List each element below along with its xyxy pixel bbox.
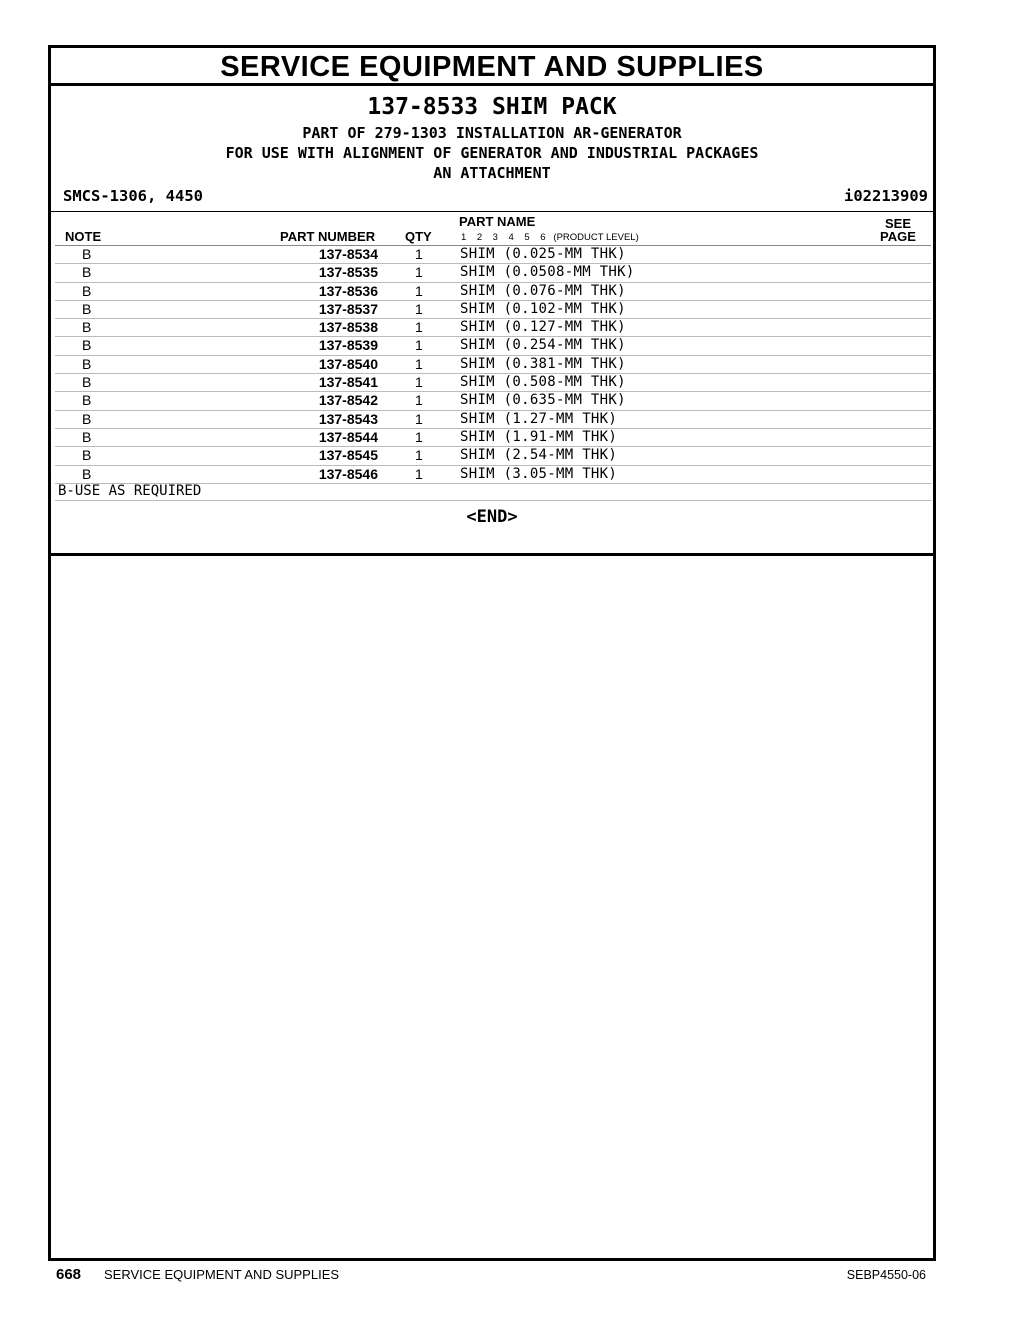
row-note: B	[82, 447, 92, 464]
table-row	[55, 356, 931, 374]
row-part-number: 137-8539	[318, 337, 378, 354]
section-divider	[51, 553, 933, 556]
group-line-1: PART OF 279-1303 INSTALLATION AR-GENERATOR	[302, 124, 682, 142]
row-note: B	[82, 428, 92, 445]
row-part-number: 137-8541	[318, 374, 378, 391]
table-row	[55, 374, 931, 392]
row-part-name: SHIM (0.127-MM THK)	[460, 319, 626, 336]
table-row	[55, 319, 931, 337]
row-part-name: SHIM (0.0508-MM THK)	[460, 264, 635, 281]
table-row	[55, 411, 931, 429]
row-part-name: SHIM (0.025-MM THK)	[460, 246, 626, 262]
row-part-number: 137-8535	[318, 264, 378, 281]
row-qty: 1	[415, 392, 423, 409]
row-qty: 1	[415, 300, 423, 317]
row-part-name: SHIM (1.91-MM THK)	[460, 428, 618, 445]
col-header-part-number: PART NUMBER	[280, 229, 376, 244]
table-row	[55, 283, 931, 301]
row-part-number: 137-8546	[318, 465, 378, 482]
row-part-name: SHIM (0.635-MM THK)	[460, 392, 626, 409]
row-note: B	[82, 355, 92, 372]
row-qty: 1	[415, 374, 423, 391]
row-part-number: 137-8534	[318, 246, 378, 262]
row-part-name: SHIM (3.05-MM THK)	[460, 465, 618, 482]
row-part-number: 137-8545	[318, 447, 378, 464]
row-part-name: SHIM (0.508-MM THK)	[460, 374, 626, 391]
product-level-scale: 1 2 3 4 5 6 (PRODUCT LEVEL)	[461, 232, 639, 243]
row-part-name: SHIM (0.381-MM THK)	[460, 355, 626, 372]
header-rule	[51, 211, 933, 212]
row-part-name: SHIM (0.102-MM THK)	[460, 300, 626, 317]
page-title: SERVICE EQUIPMENT AND SUPPLIES	[51, 48, 933, 86]
row-part-number: 137-8536	[318, 282, 378, 299]
illustration-id: i02213909	[844, 187, 928, 205]
group-line-2: FOR USE WITH ALIGNMENT OF GENERATOR AND INDUSTRIAL PACKAGES	[225, 144, 759, 162]
end-marker: <END>	[466, 507, 518, 527]
row-note: B	[82, 246, 92, 262]
footer-section-title: SERVICE EQUIPMENT AND SUPPLIES	[104, 1267, 340, 1282]
col-header-see: SEE	[885, 216, 912, 231]
row-qty: 1	[415, 319, 423, 336]
row-part-number: 137-8543	[318, 410, 378, 427]
row-qty: 1	[415, 447, 423, 464]
row-qty: 1	[415, 428, 423, 445]
row-qty: 1	[415, 410, 423, 427]
row-note: B	[82, 319, 92, 336]
row-qty: 1	[415, 246, 423, 262]
row-qty: 1	[415, 355, 423, 372]
table-row	[55, 447, 931, 465]
col-header-part-name: PART NAME	[459, 214, 536, 229]
row-qty: 1	[415, 465, 423, 482]
smcs-code: SMCS-1306, 4450	[63, 187, 203, 205]
row-qty: 1	[415, 264, 423, 281]
row-part-name: SHIM (0.254-MM THK)	[460, 337, 626, 354]
group-title: 137-8533 SHIM PACK	[367, 94, 617, 120]
table-row	[55, 392, 931, 410]
row-note: B	[82, 264, 92, 281]
row-part-number: 137-8538	[318, 319, 378, 336]
row-part-number: 137-8537	[318, 300, 378, 317]
row-note: B	[82, 465, 92, 482]
row-part-number: 137-8544	[318, 428, 378, 445]
row-note: B	[82, 337, 92, 354]
row-part-number: 137-8542	[318, 392, 378, 409]
table-row	[55, 429, 931, 447]
row-part-name: SHIM (1.27-MM THK)	[460, 410, 618, 427]
group-line-3: AN ATTACHMENT	[433, 164, 551, 182]
col-header-page: PAGE	[880, 229, 916, 244]
row-qty: 1	[415, 282, 423, 299]
row-note: B	[82, 410, 92, 427]
table-row	[55, 264, 931, 282]
col-header-qty: QTY	[405, 229, 432, 244]
document-id: SEBP4550-06	[846, 1268, 926, 1282]
row-part-number: 137-8540	[318, 355, 378, 372]
row-note: B	[82, 374, 92, 391]
row-note: B	[82, 282, 92, 299]
row-note: B	[82, 300, 92, 317]
table-row	[55, 301, 931, 319]
col-header-note: NOTE	[65, 229, 102, 244]
usage-note: B-USE AS REQUIRED	[55, 482, 931, 501]
parts-table	[55, 245, 931, 484]
table-row	[55, 337, 931, 355]
table-row	[55, 246, 931, 264]
row-qty: 1	[415, 337, 423, 354]
row-part-name: SHIM (0.076-MM THK)	[460, 282, 626, 299]
parts-page-frame	[48, 45, 936, 1261]
page-number: 668	[56, 1266, 82, 1283]
row-note: B	[82, 392, 92, 409]
row-part-name: SHIM (2.54-MM THK)	[460, 447, 618, 464]
